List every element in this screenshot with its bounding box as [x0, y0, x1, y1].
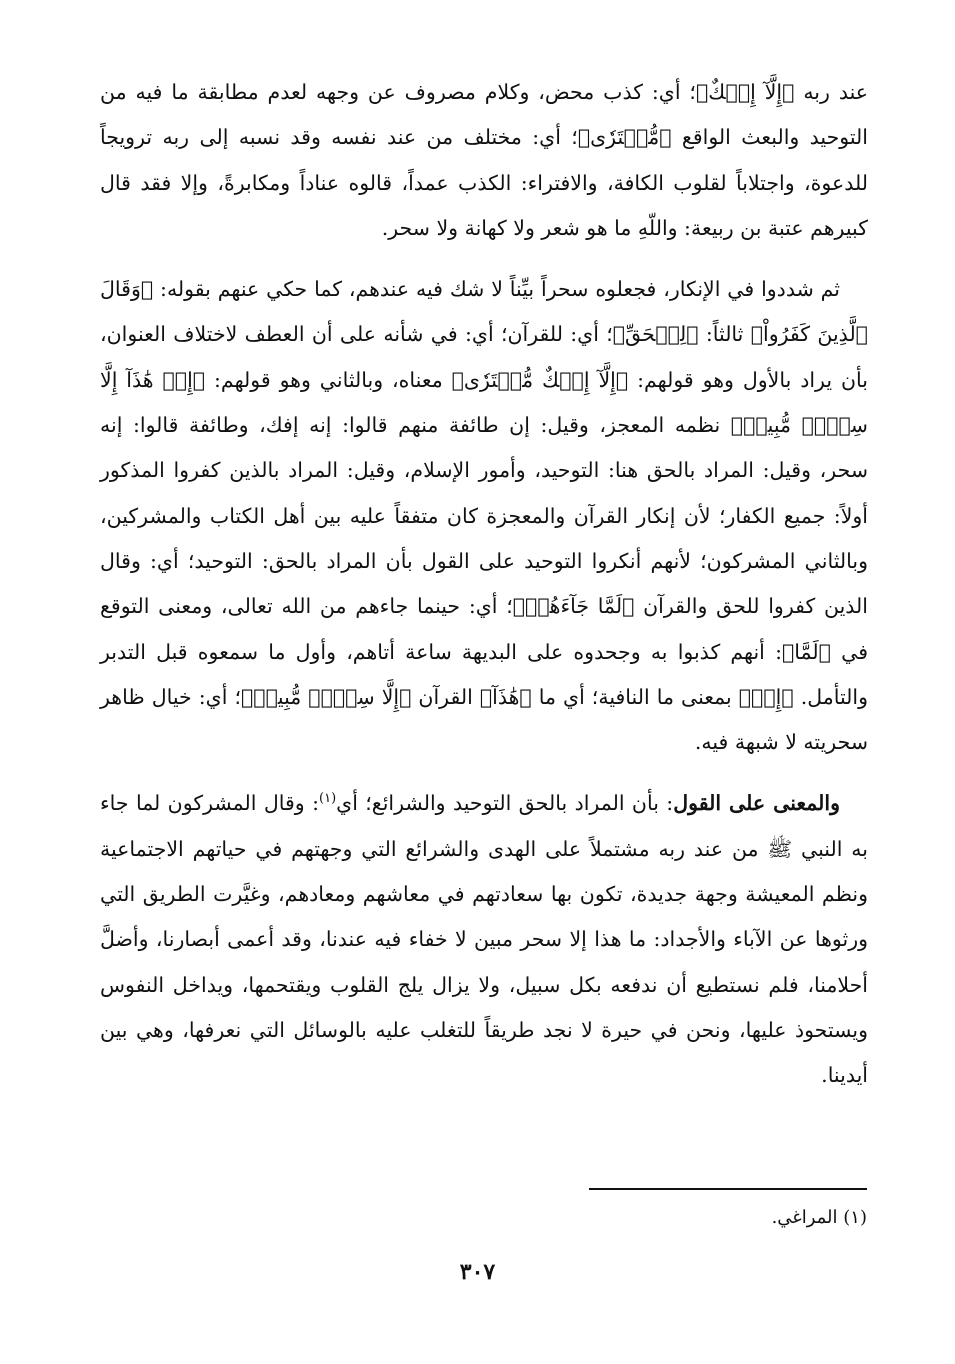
paragraph: عند ربه ﴿إِلَّآ إِفۡكٌ﴾؛ أي: كذب محض، وكلام مصروف عن وجهه لعدم مطابقة ما فيه من التوحيد والبعث الواقع ﴿مُّفۡتَرٗى﴾؛ أي: مختلف من عند نفسه وقد نسبه إلى ربه ترويجاً للدعوة، واجتلاباً لقلوب الكافة، والافتراء: الكذب عمداً، قالوه عناداً ومكابرةً، وإلا فقد قال كبيرهم عتبة بن ربيعة: واللّهِ ما هو شعر ولا كهانة ولا سحر.	[100, 80, 868, 240]
paragraph: ثم شددوا في الإنكار، فجعلوه سحراً بيِّناً لا شك فيه عندهم، كما حكي عنهم بقوله: ﴿وَقَالَ ٱلَّذِينَ كَفَرُواْ﴾ ثالثاً: ﴿لِلۡحَقِّ﴾؛ أي: للقرآن؛ أي: في شأنه على أن العطف لاختلاف العنوان، بأن يراد بالأول وهو قولهم: ﴿إِلَّآ إِفۡكٌ مُّفۡتَرٗى﴾ معناه، وبالثاني وهو قولهم: ﴿إِنۡ هَٰذَآ إِلَّا سِحۡرٞ مُّبِينٞ﴾ نظمه المعجز، وقيل: إن طائفة منهم قالوا: إنه إفك، وطائفة قالوا: إنه سحر، وقيل: المراد بالحق هنا: التوحيد، وأمور الإسلام، وقيل: المراد بالذين كفروا المذكور أولاً: جميع الكفار؛ لأن إنكار القرآن والمعجزة كان متفقاً عليه بين أهل الكتاب والمشركين، وبالثاني المشركون؛ لأنهم أنكروا التوحيد على القول بأن المراد بالحق: التوحيد؛ أي: وقال الذين كفروا للحق والقرآن ﴿لَمَّا جَآءَهُمۡ﴾؛ أي: حينما جاءهم من الله تعالى، ومعنى التوقع في ﴿لَمَّا﴾: أنهم كذبوا به وجحدوه على البديهة ساعة أتاهم، وأول ما سمعوه قبل التدبر والتأمل. ﴿إِنۡ﴾ بمعنى ما النافية؛ أي ما ﴿هَٰذَآ﴾ القرآن ﴿إِلَّا سِحۡرٞ مُّبِينٞ﴾؛ أي: خيال ظاهر سحريته لا شبهة فيه.	[100, 277, 868, 755]
paragraph-text: : وقال المشركون لما جاء به النبي ﷺ من عند ربه مشتملاً على الهدى والشرائع التي وجهتهم في حياتهم الاجتماعية ونظم المعيشة وجهة جديدة، تكون بها سعادتهم في معاشهم ومعادهم، وغيَّرت الطريق التي ورثوها عن الآباء والأجداد: ما هذا إلا سحر مبين لا خفاء فيه عندنا، وقد أعمى أبصارنا، وأضلَّ أحلامنا، فلم نستطيع أن ندفعه بكل سبيل، ولا يزال يلج القلوب ويقتحمها، ويداخل النفوس ويستحوذ عليها، ونحن في حيرة لا نجد طريقاً للتغلب عليه بالوسائل التي نعرفها، وهي بين أيدينا.	[100, 791, 868, 1088]
footnote-reference[interactable]: (١)	[319, 791, 337, 807]
page-number: ٣٠٧	[459, 1259, 496, 1285]
paragraph-text: : بأن المراد بالحق التوحيد والشرائع؛ أي	[336, 791, 674, 816]
paragraph	[100, 781, 868, 1098]
footnote: (١) المراغي.	[771, 1207, 867, 1228]
paragraph-lead-phrase: والمعنى على القول	[673, 791, 840, 816]
footnote-divider	[589, 1188, 867, 1190]
page-body	[100, 70, 868, 1099]
